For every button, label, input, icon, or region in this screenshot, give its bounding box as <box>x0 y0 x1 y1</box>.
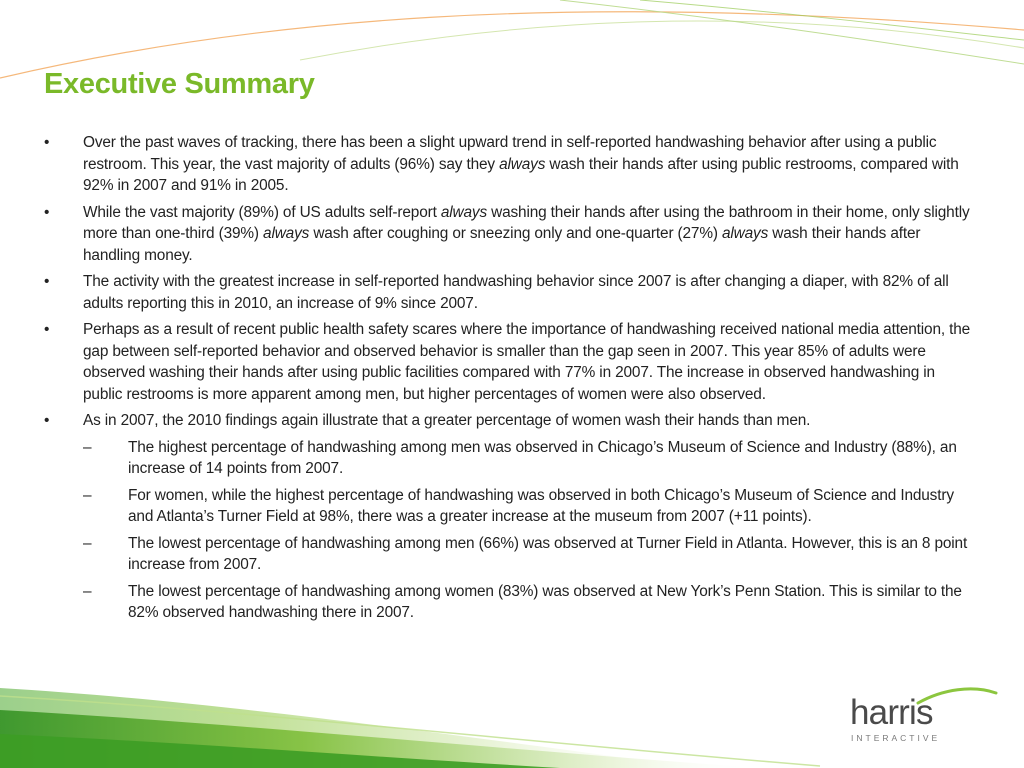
sub-bullet-marker: – <box>83 582 92 600</box>
text-run: Perhaps as a result of recent public health safety scares where the importance of handwashing received national media attention, the gap between self-reported behavior and observed behavior is smaller than the gap seen in 2007. This year 85% of adults were observed washing their hands after using public facilities compared with 77% in 2007. The increase in observed handwashing in public restrooms is more apparent among men, but higher percentages of women were also observed. <box>83 321 971 403</box>
sub-bullet-text: The highest percentage of handwashing among men was observed in Chicago’s Museum of Science and Industry (88%), an increase of 14 points from 2007. <box>128 438 957 477</box>
bullet-marker: • <box>44 412 50 429</box>
sub-bullet-text: The lowest percentage of handwashing among men (66%) was observed at Turner Field in Atlanta. However, this is an 8 point increase from 2007. <box>128 534 968 573</box>
bullet-item <box>44 271 974 314</box>
bullet-item <box>44 319 974 405</box>
text-run: wash their hands after handling money. <box>83 225 921 264</box>
bullet-marker: • <box>44 321 50 338</box>
logo-subtitle: INTERACTIVE <box>851 733 941 743</box>
emphasis-text: always <box>440 203 487 221</box>
logo-wordmark: harris <box>850 693 933 732</box>
bullet-marker: • <box>44 203 50 221</box>
text-run: The activity with the greatest increase in self-reported handwashing behavior since 2007 is after changing a diaper, with 82% of all adults reporting this in 2010, an increase of 9% since 2007. <box>83 273 949 312</box>
sub-bullet-marker: – <box>83 438 92 456</box>
bullet-item <box>44 410 974 624</box>
text-run: washing their hands after using the bathroom in their home, only slightly more than one-third (39%) <box>83 203 970 242</box>
harris-interactive-logo <box>848 683 998 753</box>
bullet-item <box>44 132 974 197</box>
text-run: Over the past waves of tracking, there has been a slight upward trend in self-reported handwashing behavior after using a public restroom. This year, the vast majority of adults (96%) say they <box>83 134 937 173</box>
sub-bullet-text: The lowest percentage of handwashing among women (83%) was observed at New York’s Penn Station. This is similar to the 82% observed handwashing there in 2007. <box>128 582 962 621</box>
sub-bullet-text: For women, while the highest percentage of handwashing was observed in both Chicago’s Museum of Science and Industry and Atlanta’s Turner Field at 98%, there was a greater increase at the museum from 2007 (+11 points). <box>128 486 954 525</box>
bullet-text <box>83 134 959 194</box>
sub-bullet-item <box>83 581 974 624</box>
text-run: wash their hands after using public restrooms, compared with 92% in 2007 and 91% in 2005. <box>83 155 959 194</box>
bullet-text <box>83 321 970 403</box>
sub-bullet-item <box>83 485 974 528</box>
page-title: Executive Summary <box>44 68 315 100</box>
bullet-text <box>83 273 949 312</box>
text-run: While the vast majority (89%) of US adults self-report <box>83 203 441 221</box>
sub-bullet-list <box>83 437 974 624</box>
bullet-item <box>44 202 974 267</box>
bullet-list <box>44 132 974 624</box>
summary-content <box>44 132 974 629</box>
sub-bullet-item <box>83 437 974 480</box>
bullet-text <box>83 412 810 429</box>
bullet-marker: • <box>44 273 50 290</box>
emphasis-text: always <box>721 225 769 242</box>
emphasis-text: always <box>263 225 310 242</box>
sub-bullet-marker: – <box>83 534 92 552</box>
text-run: As in 2007, the 2010 findings again illustrate that a greater percentage of women wash their hands than men. <box>83 412 811 429</box>
sub-bullet-item <box>83 533 974 576</box>
emphasis-text: always <box>499 155 546 173</box>
sub-bullet-marker: – <box>83 486 92 504</box>
bullet-text <box>83 204 970 264</box>
bullet-marker: • <box>44 134 50 151</box>
text-run: wash after coughing or sneezing only and one-quarter (27%) <box>309 225 722 242</box>
